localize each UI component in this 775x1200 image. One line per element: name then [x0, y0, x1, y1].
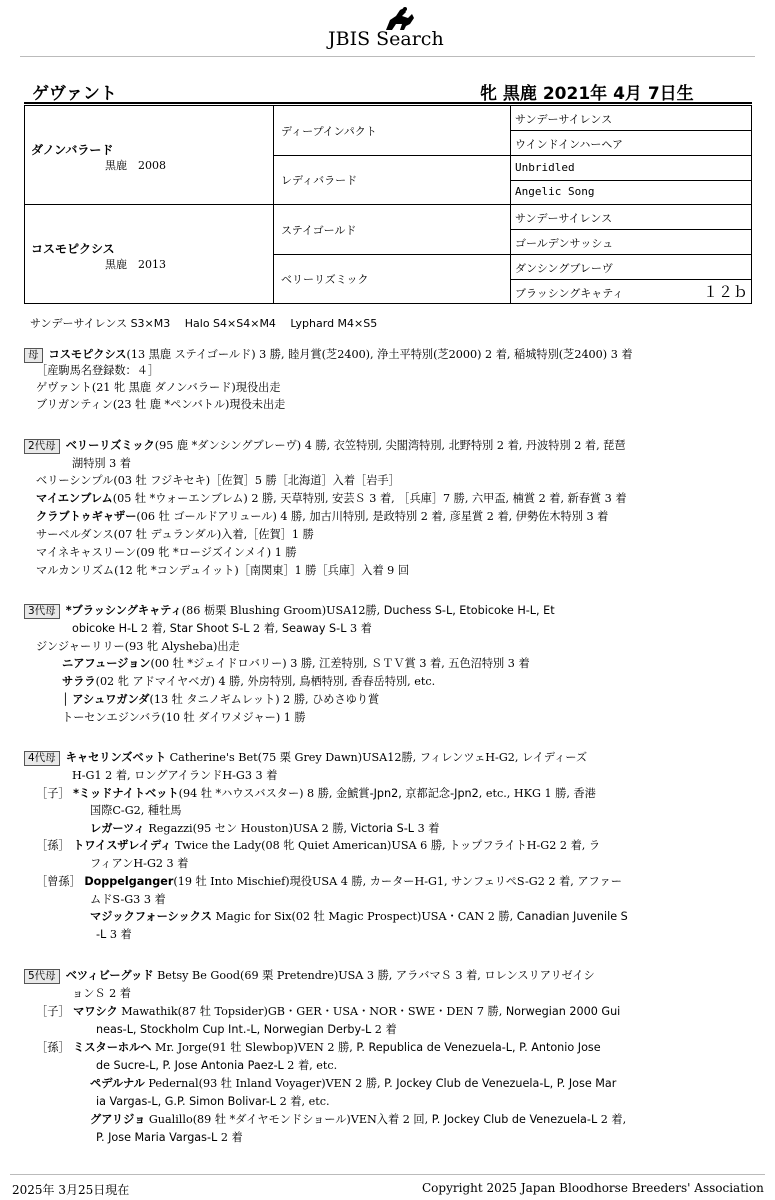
family-line	[36, 563, 409, 579]
horse-name-bold: *ミッドナイトベット	[73, 787, 179, 800]
family-line	[36, 786, 596, 802]
header-divider	[24, 102, 752, 104]
family-line	[62, 656, 530, 672]
race-name: Canadian Juvenile S	[516, 910, 628, 923]
dam-info: 黒鹿 2013	[105, 258, 166, 271]
line-text: ［曾孫］	[36, 875, 85, 888]
family-line	[36, 545, 297, 561]
line-text: ［産駒馬名登録数：４］	[36, 364, 160, 377]
family-line	[72, 768, 277, 784]
race-name: P. Jockey Club de Venezuela-L	[431, 1113, 598, 1126]
family-line	[96, 927, 132, 943]
line-text: (00 牡 *ジェイドロバリー) 3 勝, 江差特別, ＳＴＶ賞 3 着, 五色沼特別 3 着	[150, 657, 530, 670]
horse-name-bold: アシュワガンダ	[72, 693, 150, 706]
gen2-dam-dam: ベリーリズミック	[281, 273, 369, 286]
horse-name-bold: マジックフォーシックス	[90, 910, 212, 923]
line-text: 湖特別 3 着	[72, 457, 131, 470]
family-line	[36, 838, 600, 854]
gen3-7: ダンシングブレーヴ	[515, 262, 613, 275]
line-text: フィアンH-G2 3 着	[90, 857, 189, 870]
family-line	[96, 1022, 397, 1038]
family-line	[36, 874, 622, 890]
race-name: Duchess S-L, Etobicoke H-L, Et	[383, 604, 555, 617]
gen2-sire-dam: レディバラード	[281, 174, 358, 187]
gen3-1: サンデーサイレンス	[515, 113, 613, 126]
race-name: Seaway S-L	[282, 622, 347, 635]
line-text: (19 牡 Into Mischief)現役USA 4 勝, カーターH-G1, サンフェリペS-G2 2 着, アファー	[173, 875, 622, 888]
line-text: ジンジャーリリー(93 牝 Alysheba)出走	[36, 640, 240, 653]
family-line	[96, 1130, 243, 1146]
line-text: (06 牡 ゴールドアリュール) 4 勝, 加古川特別, 是政特別 2 着, 彦星賞 2 着, 伊勢佐木特別 3 着	[136, 510, 609, 523]
line-text: H-G1 2 着, ロングアイランドH-G3 3 着	[72, 769, 278, 782]
line-text: (86 栃栗 Blushing Groom)USA12勝,	[181, 604, 384, 617]
family-line	[90, 856, 188, 872]
line-text: (13 牡 タニノギムレット) 2 勝, ひめさゆり賞	[149, 693, 380, 706]
sire-info: 黒鹿 2008	[105, 159, 166, 172]
line-text: (95 鹿 *ダンシングブレーヴ) 4 勝, 衣笠特別, 尖閣湾特別, 北野特別 2 着, 丹波特別 2 着, 琵琶	[154, 439, 626, 452]
line-text: 国際C-G2, 種牡馬	[90, 804, 182, 817]
family-line	[72, 621, 372, 637]
line-text: Pedernal(93 牡 Inland Voyager)VEN 2 勝,	[144, 1077, 385, 1090]
jbis-logo	[328, 6, 458, 52]
footer-divider	[10, 1174, 765, 1175]
family-number: １２ｂ	[703, 283, 749, 301]
race-name: de Sucre-L, P. Jose Antonia Paez-L	[96, 1059, 284, 1072]
family-line	[36, 363, 159, 379]
family-heading-line	[24, 438, 626, 454]
horse-name: ゲヴァント	[32, 84, 117, 104]
family-heading-line	[24, 750, 587, 766]
gen3-4: Angelic Song	[515, 185, 595, 198]
line-text: (13 黒鹿 ステイゴールド) 3 勝, 睦月賞(芝2400), 浄土平特別(芝2000) 2 着, 稲城特別(芝2400) 3 着	[126, 348, 633, 361]
line-text: ブリガンティン(23 牡 鹿 *ペンバトル)現役未出走	[36, 398, 286, 411]
line-text: 2 着,	[249, 622, 283, 635]
horse-name-bold: トワイスザレイディ	[73, 839, 172, 852]
horse-name-bold: ミスターホルヘ	[73, 1041, 152, 1054]
race-name: obicoke H-L	[72, 622, 138, 635]
line-text: Gualillo(89 牡 *ダイヤモンドショール)VEN入着 2 回,	[145, 1113, 432, 1126]
line-text: (02 牝 アドマイヤベガ) 4 勝, 外房特別, 鳥栖特別, 香春岳特別, etc.	[95, 675, 436, 688]
horse-name-bold: グアリジョ	[90, 1113, 146, 1126]
line-text: Magic for Six(02 牡 Magic Prospect)USA・CAN 2 勝,	[211, 910, 517, 923]
family-heading-line	[24, 347, 633, 363]
race-name: P. Jose Maria Vargas-L	[96, 1131, 218, 1144]
line-text: Twice the Lady(08 牝 Quiet American)USA 6 勝, トップフライトH-G2 2 着, ラ	[171, 839, 601, 852]
family-line	[72, 986, 131, 1002]
family-line	[90, 1076, 616, 1092]
line-text: 2 着,	[597, 1113, 627, 1126]
family-line	[36, 1040, 601, 1056]
inbreeding-line: サンデーサイレンス S3×M3 Halo S4×S4×M4 Lyphard M4×S5	[30, 317, 378, 330]
race-name: P. Jockey Club de Venezuela-L, P. Jose Mar	[384, 1077, 617, 1090]
race-name: P. Republica de Venezuela-L, P. Antonio Jose	[356, 1041, 601, 1054]
generation-label: 5代母	[24, 969, 60, 984]
gen3-2: ウインドインハーヘア	[515, 138, 624, 151]
line-text: トーセンエジンバラ(10 牡 ダイワメジャー) 1 勝	[62, 711, 306, 724]
horse-name-bold: ペデルナル	[90, 1077, 145, 1090]
race-name: Star Shoot S-L	[169, 622, 250, 635]
line-text: 3 着	[414, 822, 440, 835]
gen3-8: ブラッシングキャティ	[515, 287, 624, 300]
family-line	[96, 1058, 337, 1074]
gen3-6: ゴールデンサッシュ	[515, 237, 614, 250]
race-name: Victoria S-L	[350, 822, 415, 835]
line-text: ムドS-G3 3 着	[90, 893, 166, 906]
family-heading-line	[24, 968, 595, 984]
line-text: マルカンリズム(12 牝 *コンデュイット)［南関東］1 勝［兵庫］入着 9 回	[36, 564, 410, 577]
family-heading-line	[24, 603, 555, 619]
race-name: Norwegian 2000 Gui	[505, 1005, 621, 1018]
family-line	[36, 509, 608, 525]
line-text: 3 着	[106, 928, 132, 941]
dam-name: コスモピクシス	[31, 242, 115, 256]
generation-label: 3代母	[24, 604, 60, 619]
horse-name-bold: サララ	[62, 675, 96, 688]
family-line	[72, 456, 131, 472]
family-line	[96, 1094, 330, 1110]
pedigree-table	[24, 105, 752, 304]
line-text: ［孫］	[36, 1041, 74, 1054]
line-text: , etc., HKG 1 勝, 香港	[478, 787, 596, 800]
line-text: 2 着, etc.	[283, 1059, 338, 1072]
family-line	[36, 527, 314, 543]
line-text: Mawathik(87 牡 Topsider)GB・GER・USA・NOR・SWE・DEN 7 勝,	[117, 1005, 506, 1018]
family-line	[36, 1004, 620, 1020]
race-name: -L	[96, 928, 107, 941]
line-text: ［子］	[36, 1005, 74, 1018]
family-line	[62, 710, 306, 726]
generation-label: 2代母	[24, 439, 60, 454]
footer-copyright: Copyright 2025 Japan Bloodhorse Breeders' Association	[422, 1181, 764, 1195]
line-text: (05 牡 *ウォーエンブレム) 2 勝, 天草特別, 安芸Ｓ 3 着, ［兵庫］7 勝, 六甲盃, 楠賞 2 着, 新春賞 3 着	[112, 492, 627, 505]
line-text: 2 着,	[137, 622, 170, 635]
footer-date: 2025年 3月25日現在	[12, 1183, 130, 1197]
family-line	[36, 639, 240, 655]
generation-label: 母	[24, 348, 43, 363]
line-text: マイネキャスリーン(09 牝 *ロージズインメイ) 1 勝	[36, 546, 297, 559]
gen2-dam-sire: ステイゴールド	[281, 224, 357, 237]
horse-name-bold: Doppelganger	[84, 875, 174, 888]
horse-name-bold: クラブトゥギャザー	[36, 510, 137, 523]
horse-name-bold: マイエンブレム	[36, 492, 113, 505]
family-line	[90, 803, 181, 819]
line-text: Regazzi(95 セン Houston)USA 2 勝,	[144, 822, 351, 835]
line-text: Catherine's Bet(75 栗 Grey Dawn)USA12勝, フィレンツェH-G2, レイディーズ	[166, 751, 588, 764]
family-line	[36, 380, 281, 396]
horse-name-bold: ニアフュージョン	[62, 657, 151, 670]
line-text: 2 着	[217, 1131, 243, 1144]
family-line	[62, 674, 435, 690]
line-text: Mr. Jorge(91 牡 Slewbop)VEN 2 勝,	[151, 1041, 357, 1054]
family-line	[90, 1112, 626, 1128]
family-line	[90, 892, 166, 908]
family-line	[36, 491, 627, 507]
family-line	[36, 473, 400, 489]
horse-name-bold: キャセリンズベット	[65, 751, 167, 764]
line-text: ョンＳ 2 着	[72, 987, 131, 1000]
horse-name-bold: ベリーリズミック	[65, 439, 155, 452]
horse-name-bold: *ブラッシングキャティ	[65, 604, 182, 617]
line-text: ベリーシンプル(03 牡 フジキセキ)［佐賀］5 勝［北海道］入着［岩手］	[36, 474, 400, 487]
family-line	[36, 397, 285, 413]
generation-label: 4代母	[24, 751, 60, 766]
horse-name-bold: ベツィビーグッド	[65, 969, 154, 982]
horse-name-bold: レガーツィ	[90, 822, 145, 835]
line-text: Betsy Be Good(69 栗 Pretendre)USA 3 勝, アラバマＳ 3 着, ロレンスリアリゼイシ	[153, 969, 595, 982]
line-text: ［子］	[36, 787, 74, 800]
sire-name: ダノンバラード	[31, 143, 114, 157]
line-text: (94 牡 *ハウスバスター) 8 勝,	[178, 787, 337, 800]
horse-name-bold: コスモピクシス	[48, 348, 127, 361]
line-text: サーベルダンス(07 牡 デュランダル)入着,［佐賀］1 勝	[36, 528, 314, 541]
gen3-5: サンデーサイレンス	[515, 212, 613, 225]
race-name: neas-L, Stockholm Cup Int.-L, Norwegian Derby-L	[96, 1023, 372, 1036]
race-name: 金鯱賞-Jpn2, 京都記念-Jpn2	[336, 787, 479, 800]
top-divider	[20, 56, 755, 57]
line-text: ［孫］	[36, 839, 74, 852]
line-text: 2 着	[371, 1023, 397, 1036]
family-line	[62, 692, 379, 708]
line-text: 2 着, etc.	[276, 1095, 330, 1108]
family-line	[90, 821, 439, 837]
gen3-3: Unbridled	[515, 161, 575, 174]
gen2-sire-sire: ディープインパクト	[281, 125, 377, 138]
line-text: 3 着	[346, 622, 372, 635]
logo-text: JBIS Search	[328, 28, 444, 50]
horse-profile: 牝 黒鹿 2021年 4月 7日生	[480, 84, 694, 104]
line-text: │	[62, 693, 73, 706]
family-line	[90, 909, 628, 925]
horse-name-bold: マワシク	[73, 1005, 118, 1018]
race-name: ia Vargas-L, G.P. Simon Bolivar-L	[96, 1095, 277, 1108]
line-text: ゲヴァント(21 牝 黒鹿 ダノンバラード)現役出走	[36, 381, 281, 394]
